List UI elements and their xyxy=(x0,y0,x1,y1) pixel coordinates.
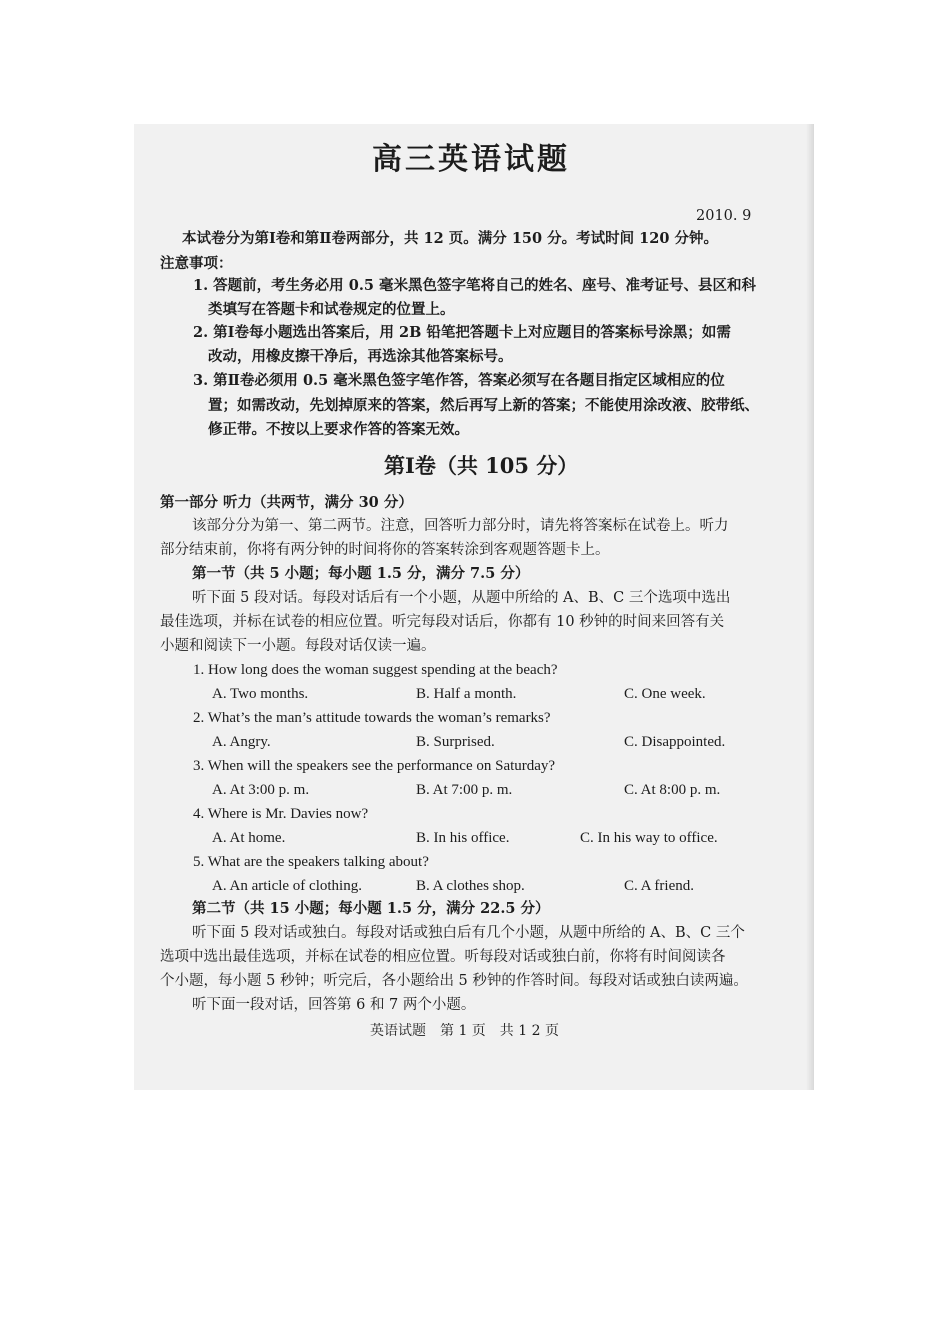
option-a: A. Two months. xyxy=(212,686,309,702)
part1-title: 第一部分 听力（共两节，满分 30 分） xyxy=(160,494,413,511)
notice-line: 修正带。不按以上要求作答的答案无效。 xyxy=(208,421,469,438)
page-title: 高三英语试题 xyxy=(372,142,570,177)
option-a: A. Angry. xyxy=(212,734,271,750)
volume-title: 第Ⅰ卷（共 105 分） xyxy=(384,453,579,478)
section1-desc-line: 小题和阅读下一小题。每段对话仅读一遍。 xyxy=(160,638,436,654)
option-a: A. An article of clothing. xyxy=(212,878,362,894)
option-c: C. One week. xyxy=(624,686,706,702)
notice-line: 类填写在答题卡和试卷规定的位置上。 xyxy=(208,301,455,318)
section2-desc-line: 听下面一段对话，回答第 6 和 7 两个小题。 xyxy=(192,997,476,1013)
notice-line: 1. 答题前，考生务必用 0.5 毫米黑色签字笔将自己的姓名、座号、准考证号、县区和科 xyxy=(193,277,757,294)
option-b: B. A clothes shop. xyxy=(416,878,525,894)
exam-date: 2010. 9 xyxy=(696,208,752,224)
question-stem: 2. What’s the man’s attitude towards the woman’s remarks? xyxy=(193,710,551,726)
question-stem: 3. When will the speakers see the performance on Saturday? xyxy=(193,758,556,774)
option-c: C. Disappointed. xyxy=(624,734,726,750)
notice-line: 置；如需改动，先划掉原来的答案，然后再写上新的答案；不能使用涂改液、胶带纸、 xyxy=(208,397,759,414)
option-b: B. In his office. xyxy=(416,830,510,846)
option-a: A. At 3:00 p. m. xyxy=(212,782,310,798)
section1-desc-line: 听下面 5 段对话。每段对话后有一个小题，从题中所给的 A、B、C 三个选项中选出 xyxy=(192,590,731,606)
part1-desc-line: 该部分分为第一、第二两节。注意，回答听力部分时，请先将答案标在试卷上。听力 xyxy=(192,518,729,534)
notice-line: 2. 第Ⅰ卷每小题选出答案后，用 2B 铅笔把答题卡上对应题目的答案标号涂黑；如需 xyxy=(193,324,731,341)
section2-desc-line: 选项中选出最佳选项，并标在试卷的相应位置。听每段对话或独白前，你将有时间阅读各 xyxy=(160,949,726,965)
option-b: B. At 7:00 p. m. xyxy=(416,782,513,798)
section1-desc-line: 最佳选项，并标在试卷的相应位置。听完每段对话后，你都有 10 秒钟的时间来回答有关 xyxy=(160,614,725,630)
question-stem: 5. What are the speakers talking about? xyxy=(193,854,429,870)
option-b: B. Half a month. xyxy=(416,686,517,702)
notice-line: 3. 第Ⅱ卷必须用 0.5 毫米黑色签字笔作答，答案必须写在各题目指定区域相应的位 xyxy=(193,372,725,389)
section1-title: 第一节（共 5 小题；每小题 1.5 分，满分 7.5 分） xyxy=(192,565,530,582)
section2-title: 第二节（共 15 小题；每小题 1.5 分，满分 22.5 分） xyxy=(192,900,550,917)
question-stem: 4. Where is Mr. Davies now? xyxy=(193,806,369,822)
option-a: A. At home. xyxy=(212,830,286,846)
section2-desc-line: 听下面 5 段对话或独白。每段对话或独白后有几个小题，从题中所给的 A、B、C 三个 xyxy=(192,925,745,941)
notice-line: 改动，用橡皮擦干净后，再选涂其他答案标号。 xyxy=(208,348,513,365)
option-b: B. Surprised. xyxy=(416,734,495,750)
notice-heading: 注意事项： xyxy=(160,255,233,272)
option-c: C. In his way to office. xyxy=(580,830,718,846)
question-stem: 1. How long does the woman suggest spending at the beach? xyxy=(193,662,558,678)
intro-text: 本试卷分为第Ⅰ卷和第Ⅱ卷两部分，共 12 页。满分 150 分。考试时间 120 分钟。 xyxy=(182,230,719,247)
part1-desc-line: 部分结束前，你将有两分钟的时间将你的答案转涂到客观题答题卡上。 xyxy=(160,542,610,558)
option-c: C. At 8:00 p. m. xyxy=(624,782,721,798)
section2-desc-line: 个小题，每小题 5 秒钟；听完后，各小题给出 5 秒钟的作答时间。每段对话或独白读两遍。 xyxy=(160,973,748,989)
page-footer: 英语试题 第 1 页 共 1 2 页 xyxy=(370,1023,559,1039)
option-c: C. A friend. xyxy=(624,878,694,894)
